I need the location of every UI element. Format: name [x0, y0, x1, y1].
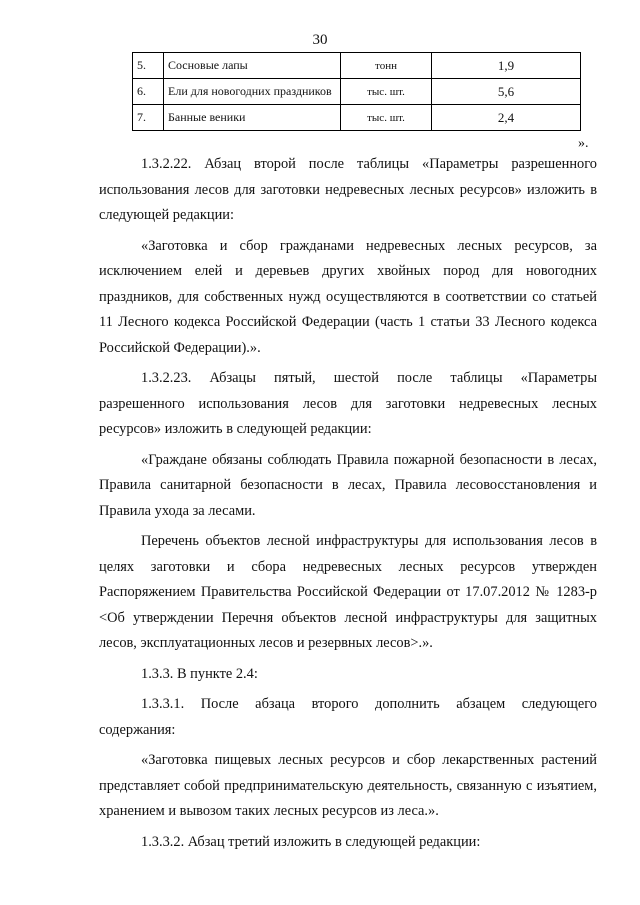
table-row — [133, 79, 581, 105]
row-value: 2,4 — [432, 105, 581, 131]
page-number: 30 — [312, 32, 328, 48]
parameters-table — [132, 52, 581, 131]
paragraph-p3: 1.3.2.23. Абзацы пятый, шестой после таблицы «Параметры разрешенного использования лесов для заготовки недревесных лесных ресурсов» изложить в следующей редакции: — [99, 370, 597, 437]
paragraph-p8: «Заготовка пищевых лесных ресурсов и сбор лекарственных растений представляет собой предпринимательскую деятельность, связанную с изъятием, хранением и вывозом таких лесных ресурсов из леса.». — [99, 752, 597, 819]
paragraph-p6: 1.3.3. В пункте 2.4: — [141, 665, 258, 682]
body-text — [99, 152, 597, 860]
row-name: Ели для новогодних праздников — [164, 79, 341, 105]
row-number: 7. — [133, 105, 164, 131]
paragraph-p4: «Граждане обязаны соблюдать Правила пожарной безопасности в лесах, Правила санитарной безопасности в лесах, Правила лесовосстановления и Правила ухода за лесами. — [99, 451, 597, 519]
row-number: 6. — [133, 79, 164, 105]
paragraph-p1: 1.3.2.22. Абзац второй после таблицы «Параметры разрешенного использования лесов для заготовки недревесных лесных ресурсов» изложить в следующей редакции: — [99, 156, 597, 223]
paragraph-p5: Перечень объектов лесной инфраструктуры для использования лесов в целях заготовки и сбора недревесных лесных ресурсов утвержден Распоряжением Правительства Российской Федерации от 17.07.2012 № 1283-р <Об утверждении Перечня объектов лесной инфраструктуры для защитных лесов, эксплуатационных лесов и резервных лесов>.». — [99, 533, 597, 651]
paragraph-p9: 1.3.3.2. Абзац третий изложить в следующей редакции: — [141, 833, 481, 850]
paragraph-p7: 1.3.3.1. После абзаца второго дополнить абзацем следующего содержания: — [99, 696, 597, 738]
row-value: 5,6 — [432, 79, 581, 105]
table-body — [133, 53, 581, 131]
row-unit: тонн — [341, 53, 432, 79]
paragraph-p2: «Заготовка и сбор гражданами недревесных лесных ресурсов, за исключением елей и деревьев других хвойных пород для новогодних праздников, для собственных нужд осуществляются в соответствии со статьей 11 Лесного кодекса Российской Федерации (часть 1 статьи 33 Лесного кодекса Российской Федерации).». — [99, 237, 597, 356]
table-closing-mark: ». — [578, 136, 589, 151]
row-number: 5. — [133, 53, 164, 79]
row-name: Сосновые лапы — [164, 53, 341, 79]
row-value: 1,9 — [432, 53, 581, 79]
table-row — [133, 105, 581, 131]
row-unit: тыс. шт. — [341, 105, 432, 131]
table-row — [133, 53, 581, 79]
row-unit: тыс. шт. — [341, 79, 432, 105]
row-name: Банные веники — [164, 105, 341, 131]
